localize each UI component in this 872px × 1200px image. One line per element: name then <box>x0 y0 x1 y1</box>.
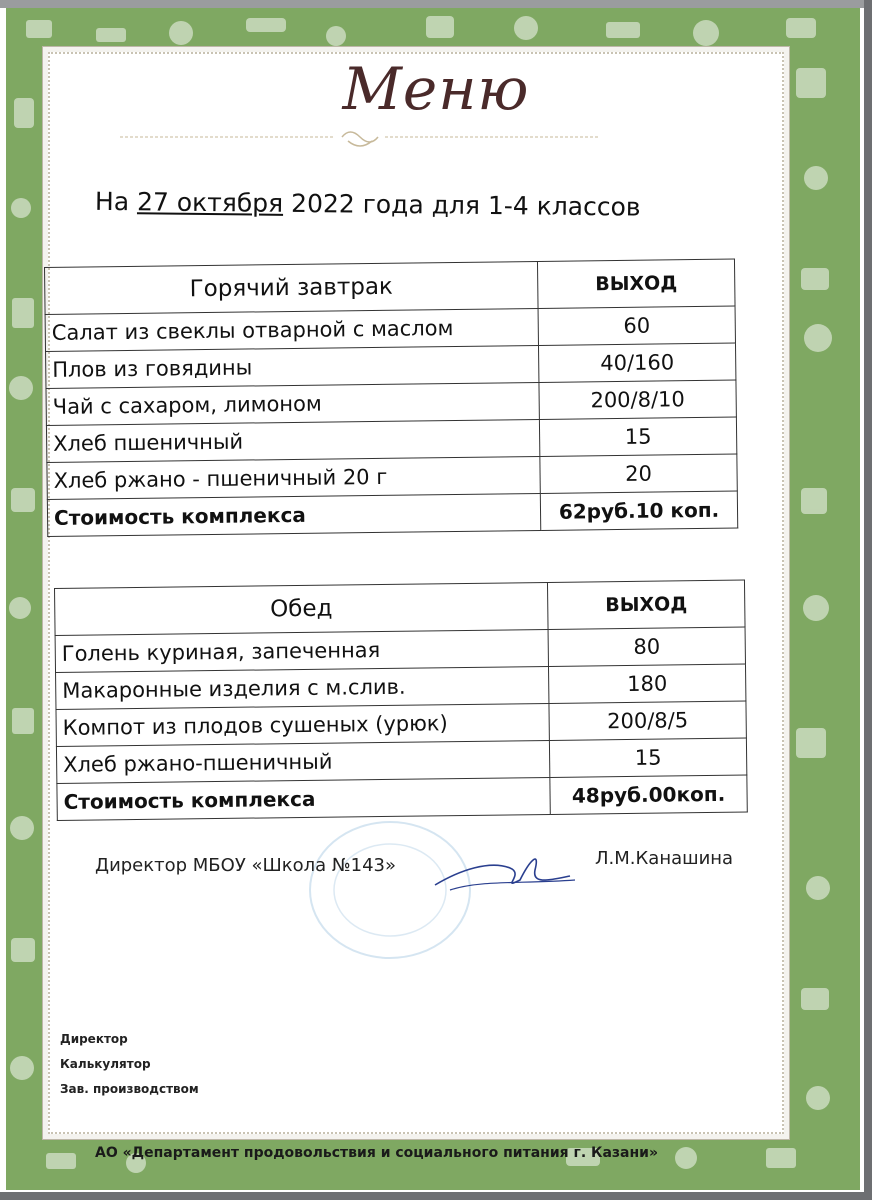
dish-output: 20 <box>540 454 737 493</box>
total-value: 48руб.00коп. <box>550 775 747 814</box>
total-row <box>57 775 747 820</box>
output-header: ВЫХОД <box>537 259 735 308</box>
total-row <box>47 491 737 536</box>
breakfast-header: Горячий завтрак <box>45 261 539 314</box>
dish-name: Компот из плодов сушеных (урюк) <box>56 703 549 746</box>
total-label: Стоимость комплекса <box>57 777 550 820</box>
dish-output: 40/160 <box>538 343 735 382</box>
director-name: Л.М.Канашина <box>595 848 734 869</box>
dish-name: Хлеб пшеничный <box>46 419 539 462</box>
dish-name: Макаронные изделия с м.слив. <box>56 666 549 709</box>
table-header-row <box>45 259 736 314</box>
dish-output: 15 <box>539 417 736 456</box>
dish-name: Чай с сахаром, лимоном <box>46 382 539 425</box>
scan-edge-right <box>864 0 872 1200</box>
dish-output: 60 <box>538 306 735 345</box>
dish-output: 15 <box>549 738 746 777</box>
footer-organization: АО «Департамент продовольствия и социального питания г. Казани» <box>95 1145 659 1161</box>
dish-output: 200/8/10 <box>539 380 736 419</box>
scan-edge-bottom <box>0 1192 872 1200</box>
dish-name: Голень куриная, запеченная <box>55 629 548 672</box>
total-label: Стоимость комплекса <box>47 493 540 536</box>
approval-production-head: Зав. производством <box>60 1082 199 1096</box>
director-line: Директор МБОУ «Школа №143» <box>95 855 397 876</box>
heading-date: 27 октября <box>136 187 284 218</box>
dish-name: Салат из свеклы отварной с маслом <box>45 308 538 351</box>
dish-output: 180 <box>548 664 745 703</box>
heading-suffix: 2022 года для 1-4 классов <box>283 188 641 222</box>
output-header: ВЫХОД <box>547 580 745 629</box>
title-ornament <box>120 125 600 155</box>
table-header-row <box>55 580 746 635</box>
breakfast-table <box>44 259 738 537</box>
menu-title: Меню <box>342 55 530 123</box>
lunch-table <box>54 580 748 821</box>
dish-output: 200/8/5 <box>549 701 746 740</box>
heading-prefix: На <box>94 186 138 217</box>
lunch-header: Обед <box>55 582 549 635</box>
dish-output: 80 <box>548 627 745 666</box>
director-signature <box>430 840 580 900</box>
scan-edge-top <box>0 0 872 8</box>
approval-director: Директор <box>60 1032 128 1046</box>
total-value: 62руб.10 коп. <box>540 491 737 530</box>
dish-name: Плов из говядины <box>46 345 539 388</box>
dish-name: Хлеб ржано - пшеничный 20 г <box>47 456 540 499</box>
dish-name: Хлеб ржано-пшеничный <box>56 740 549 783</box>
approval-calculator: Калькулятор <box>60 1057 151 1071</box>
